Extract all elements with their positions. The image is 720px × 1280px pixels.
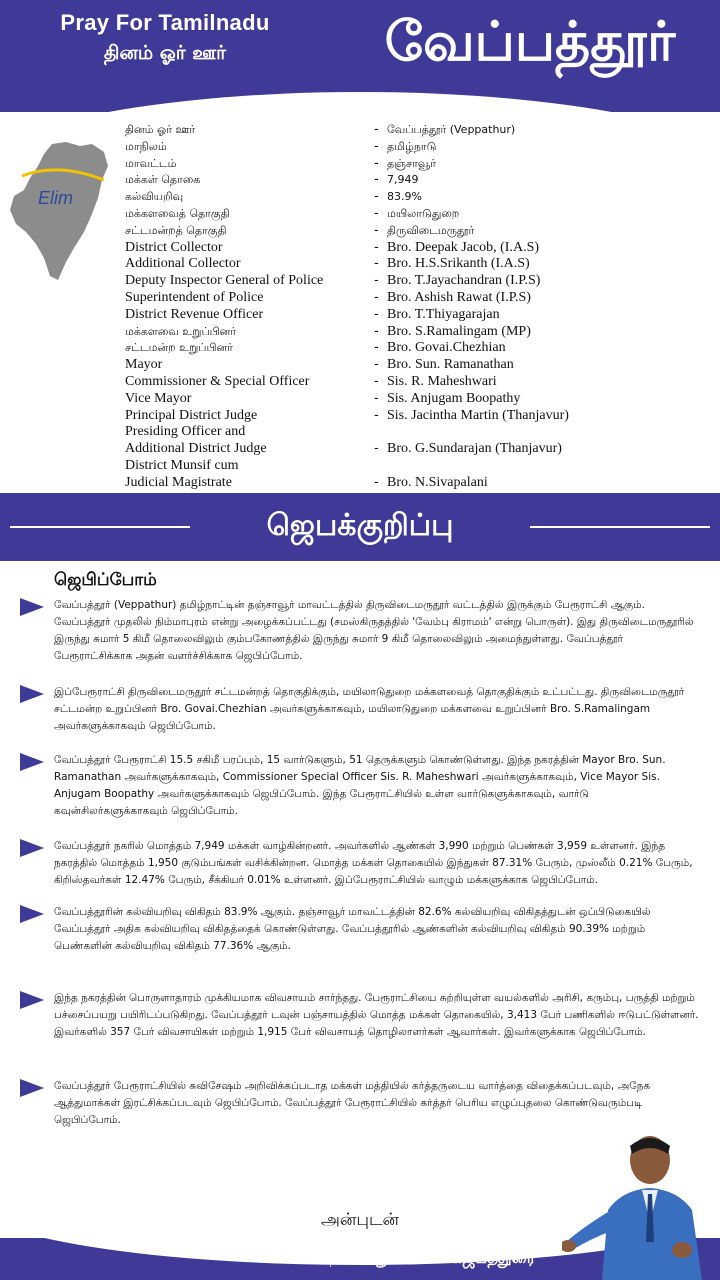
info-row (0, 306, 720, 323)
info-value: Bro. Sun. Ramanathan (387, 357, 514, 373)
info-value: Bro. T.Jayachandran (I.P.S) (387, 273, 541, 289)
info-dash: - (374, 290, 379, 305)
info-label: கல்வியறிவு (125, 190, 184, 204)
info-row (0, 423, 720, 440)
pastor-signature (306, 1248, 535, 1269)
info-dash: - (374, 407, 379, 423)
info-value: வேப்பத்தூர் (Veppathur) (387, 123, 516, 136)
info-row (0, 171, 720, 188)
info-value: Bro. N.Sivapalani (387, 474, 488, 490)
info-dash: - (374, 306, 379, 322)
info-dash: - (374, 189, 379, 205)
info-row (0, 457, 720, 474)
info-label: District Collector (125, 239, 223, 255)
info-dash: - (374, 256, 379, 272)
info-row (0, 239, 720, 256)
info-row (0, 255, 720, 272)
info-value: Sis. R. Maheshwari (387, 374, 497, 389)
info-dash: - (374, 390, 379, 406)
header-curve (0, 92, 720, 112)
elim-logo-text: Elim (38, 188, 73, 208)
info-value: தமிழ்நாடு (387, 139, 437, 153)
info-label: மக்கள் தொகை (125, 173, 201, 187)
info-label: மக்களவைத் தொகுதி (125, 207, 230, 220)
info-row (0, 339, 720, 356)
info-row (0, 289, 720, 306)
info-value: Bro. G.Sundarajan (Thanjavur) (387, 441, 562, 457)
info-dash: - (374, 474, 379, 490)
prayer-paragraph: வேப்பத்தூர் பேரூராட்சி 15.5 சகிமீ பரப்பும், 15 வார்டுகளும், 51 தெருக்களும் கொண்டுள்ளது. இந்த நகரத்தின் Mayor Bro. Sun. Ramanathan அவர்களுக்காகவும், Commissioner Special Officer Sis. R. Maheshwari அவர்களுக்காகவும், Vice Mayor Sis. Anjugam Boopathy அவர்களுக்காகவும் ஜெபிப்போம். இந்த பேரூராட்சியில் உள்ள வார்டுகளுக்காகவும், வார்டு கவுன்சிலர்களுக்காகவும் ஜெபிப்போம். (54, 754, 666, 817)
info-row (0, 373, 720, 390)
info-row (0, 474, 720, 491)
info-value: Bro. H.S.Srikanth (I.A.S) (387, 256, 530, 272)
info-row (0, 356, 720, 373)
info-label: District Revenue Officer (125, 306, 264, 322)
info-row (0, 205, 720, 222)
prayer-points-title: ஜெபக்குறிப்பு (266, 508, 454, 543)
bullet-arrow-icon (20, 598, 44, 616)
info-label: District Munsif cum (125, 458, 239, 473)
info-value: Bro. S.Ramalingam (MP) (387, 323, 531, 339)
pastor-name: ஆல்பார்ன் ஜெபத்துரை (366, 1248, 536, 1267)
bullet-arrow-icon (20, 905, 44, 923)
prayer-paragraph: வேப்பத்தூர் நகரில் மொத்தம் 7,949 மக்கள் வாழ்கின்றனர். அவர்களில் ஆண்கள் 3,990 மற்றும் பெண்கள் 3,959 உள்ளனர். இந்த நகரத்தில் மொத்தம் 1,950 குடும்பங்கள் வசிக்கின்றன. மொத்த மக்கள் தொகையில் இந்துகள் 87.31% பேரும், முஸ்லீம் 0.21% பேரும், கிறிஸ்தவர்கள் 12.47% பேரும், சீக்கியர் 0.01% உள்ளனர். இப்பேரூராட்சியில் வாழும் மக்களுக்காக ஜெபிப்போம். (54, 840, 693, 886)
bullet-arrow-icon (20, 753, 44, 771)
header-banner (0, 0, 720, 112)
info-row (0, 121, 720, 138)
info-value: 83.9% (387, 190, 422, 204)
daily-town-subtitle: தினம் ஓர் ஊர் (103, 42, 227, 64)
banner-divider-left (10, 526, 190, 528)
info-value: Bro. T.Thiyagarajan (387, 306, 500, 322)
info-row (0, 323, 720, 340)
info-dash: - (374, 340, 379, 356)
info-row (0, 155, 720, 172)
info-label: Superintendent of Police (125, 290, 264, 305)
bullet-arrow-icon (20, 685, 44, 703)
info-dash: - (374, 122, 379, 137)
info-dash: - (374, 273, 379, 289)
info-value: Bro. Govai.Chezhian (387, 340, 506, 356)
bullet-arrow-icon (20, 991, 44, 1009)
info-dash: - (374, 441, 379, 457)
pray-for-tamilnadu-title: Pray For Tamilnadu (60, 10, 270, 35)
info-value: திருவிடைமருதூர் (387, 223, 475, 237)
prayer-paragraph: வேப்பத்தூரின் கல்வியறிவு விகிதம் 83.9% ஆகும். தஞ்சாவூர் மாவட்டத்தின் 82.6% கல்வியறிவு விகிதத்துடன் ஒப்பிடுகையில் வேப்பத்தூர் அதிக கல்வியறிவு விகிதத்தைக் கொண்டுள்ளது. வேப்பத்தூரில் ஆண்களின் கல்வியறிவு விகிதம் 90.39% மற்றும் பெண்களின் கல்வியறிவு விகிதம் 77.36% ஆகும். (54, 906, 651, 952)
info-label: Mayor (125, 357, 163, 373)
info-value: தஞ்சாவூர் (387, 156, 436, 170)
pastor-photo (562, 1132, 720, 1280)
info-row (0, 407, 720, 424)
prayer-paragraph: வேப்பத்தூர் (Veppathur) தமிழ்நாட்டின் தஞ்சாவூர் மாவட்டத்தில் திருவிடைமருதூர் வட்டத்தில் இருக்கும் பேரூராட்சி ஆகும். வேப்பத்தூர் முதலில் நிம்மாபுரம் என்று அழைக்கப்பட்டது (சமஸ்கிருதத்தில் 'வேம்பு கிராமம்' என்று பொருள்). இது திருவிடைமருதூரில் இருந்து சுமார் 5 கிமீ தொலைவிலும் கும்பகோணத்தில் இருந்து சுமார் 9 கிமீ தொலைவிலும் அமைந்துள்ளது. வேப்பத்தூர் பேரூராட்சிக்காக அதன் வளர்ச்சிக்காக ஜெபிப்போம். (54, 599, 694, 662)
with-love-text: அன்புடன் (320, 1210, 400, 1230)
info-row (0, 390, 720, 407)
info-value: 7,949 (387, 173, 419, 187)
info-value: Bro. Ashish Rawat (I.P.S) (387, 290, 531, 305)
info-label: சட்டமன்ற உறுப்பினர் (125, 341, 233, 355)
info-dash: - (374, 374, 379, 389)
info-label: சட்டமன்றத் தொகுதி (125, 223, 227, 237)
info-label: Presiding Officer and (125, 424, 246, 440)
info-label: மாநிலம் (125, 139, 167, 153)
info-label: Additional Collector (125, 256, 241, 272)
info-row (0, 222, 720, 239)
info-label: Deputy Inspector General of Police (125, 273, 324, 289)
prayer-paragraph: இப்பேரூராட்சி திருவிடைமருதூர் சட்டமன்றத் தொகுதிக்கும், மயிலாடுதுறை மக்களவைத் தொகுதிக்கும் உட்பட்டது. திருவிடைமருதூர் சட்டமன்ற உறுப்பினர் Bro. Govai.Chezhian அவர்களுக்காகவும், மயிலாடுதுறை மக்களவை உறுப்பினர் Bro. S.Ramalingam அவர்களுக்காகவும் ஜெபிப்போம். (54, 686, 685, 732)
info-label: மக்களவை உறுப்பினர் (125, 324, 237, 338)
info-dash: - (374, 155, 379, 171)
bullet-arrow-icon (20, 839, 44, 857)
info-label: Principal District Judge (125, 407, 258, 423)
info-label: Judicial Magistrate (125, 474, 232, 490)
prayer-paragraph: இந்த நகரத்தின் பொருளாதாரம் முக்கியமாக விவசாயம் சார்ந்தது. பேரூராட்சியை சுற்றியுள்ள வயல்களில் அரிசி, கரும்பு, பருத்தி மற்றும் பச்சைப்பயறு பயிரிடப்படுகிறது. வேப்பத்தூர் டவுன் பஞ்சாயத்தில் மொத்த மக்கள் தொகையில், 3,413 பேர் பணிகளில் ஈடுபட்டுள்ளனர். இவர்களில் 357 பேர் விவசாயிகள் மற்றும் 1,915 பேர் விவசாயத் தொழிலாளர்கள் ஆவார்கள். இவர்களுக்காக ஜெபிப்போம். (54, 992, 699, 1038)
info-dash: - (374, 239, 379, 255)
prayer-paragraph: வேப்பத்தூர் பேரூராட்சியில் சுவிசேஷம் அறிவிக்கப்படாத மக்கள் மத்தியில் கர்த்தருடைய வார்த்தை விதைக்கப்படவும், அநேக ஆத்துமாக்கள் இரட்சிக்கப்படவும் ஜெபிப்போம். வேப்பத்தூர் பேரூராட்சியில் கர்த்தர் பெரிய எழுப்புதலை கொண்டுவரும்படி ஜெபிப்போம். (54, 1080, 651, 1126)
prayer-points-banner (0, 493, 720, 561)
info-value: மயிலாடுதுறை (387, 207, 460, 220)
info-dash: - (374, 138, 379, 154)
info-label: Vice Mayor (125, 390, 192, 406)
info-dash: - (374, 222, 379, 238)
info-row (0, 188, 720, 205)
info-value: Sis. Anjugam Boopathy (387, 390, 521, 406)
info-value: Bro. Deepak Jacob, (I.A.S) (387, 239, 540, 255)
info-dash: - (374, 172, 379, 188)
info-row (0, 138, 720, 155)
info-dash: - (374, 323, 379, 339)
town-name-title: வேப்பத்தூர் (384, 10, 676, 73)
info-label: தினம் ஓர் ஊர் (125, 123, 196, 136)
lets-pray-heading: ஜெபிப்போம் (54, 570, 157, 590)
info-label: Commissioner & Special Officer (125, 374, 310, 389)
info-label: Additional District Judge (125, 441, 267, 457)
info-row (0, 440, 720, 457)
info-label: மாவட்டம் (125, 156, 177, 170)
info-dash: - (374, 206, 379, 221)
banner-divider-right (530, 526, 710, 528)
info-value: Sis. Jacintha Martin (Thanjavur) (387, 407, 569, 423)
info-dash: - (374, 357, 379, 373)
bullet-arrow-icon (20, 1079, 44, 1097)
info-row (0, 272, 720, 289)
pastor-title: போதகர். (306, 1252, 356, 1266)
